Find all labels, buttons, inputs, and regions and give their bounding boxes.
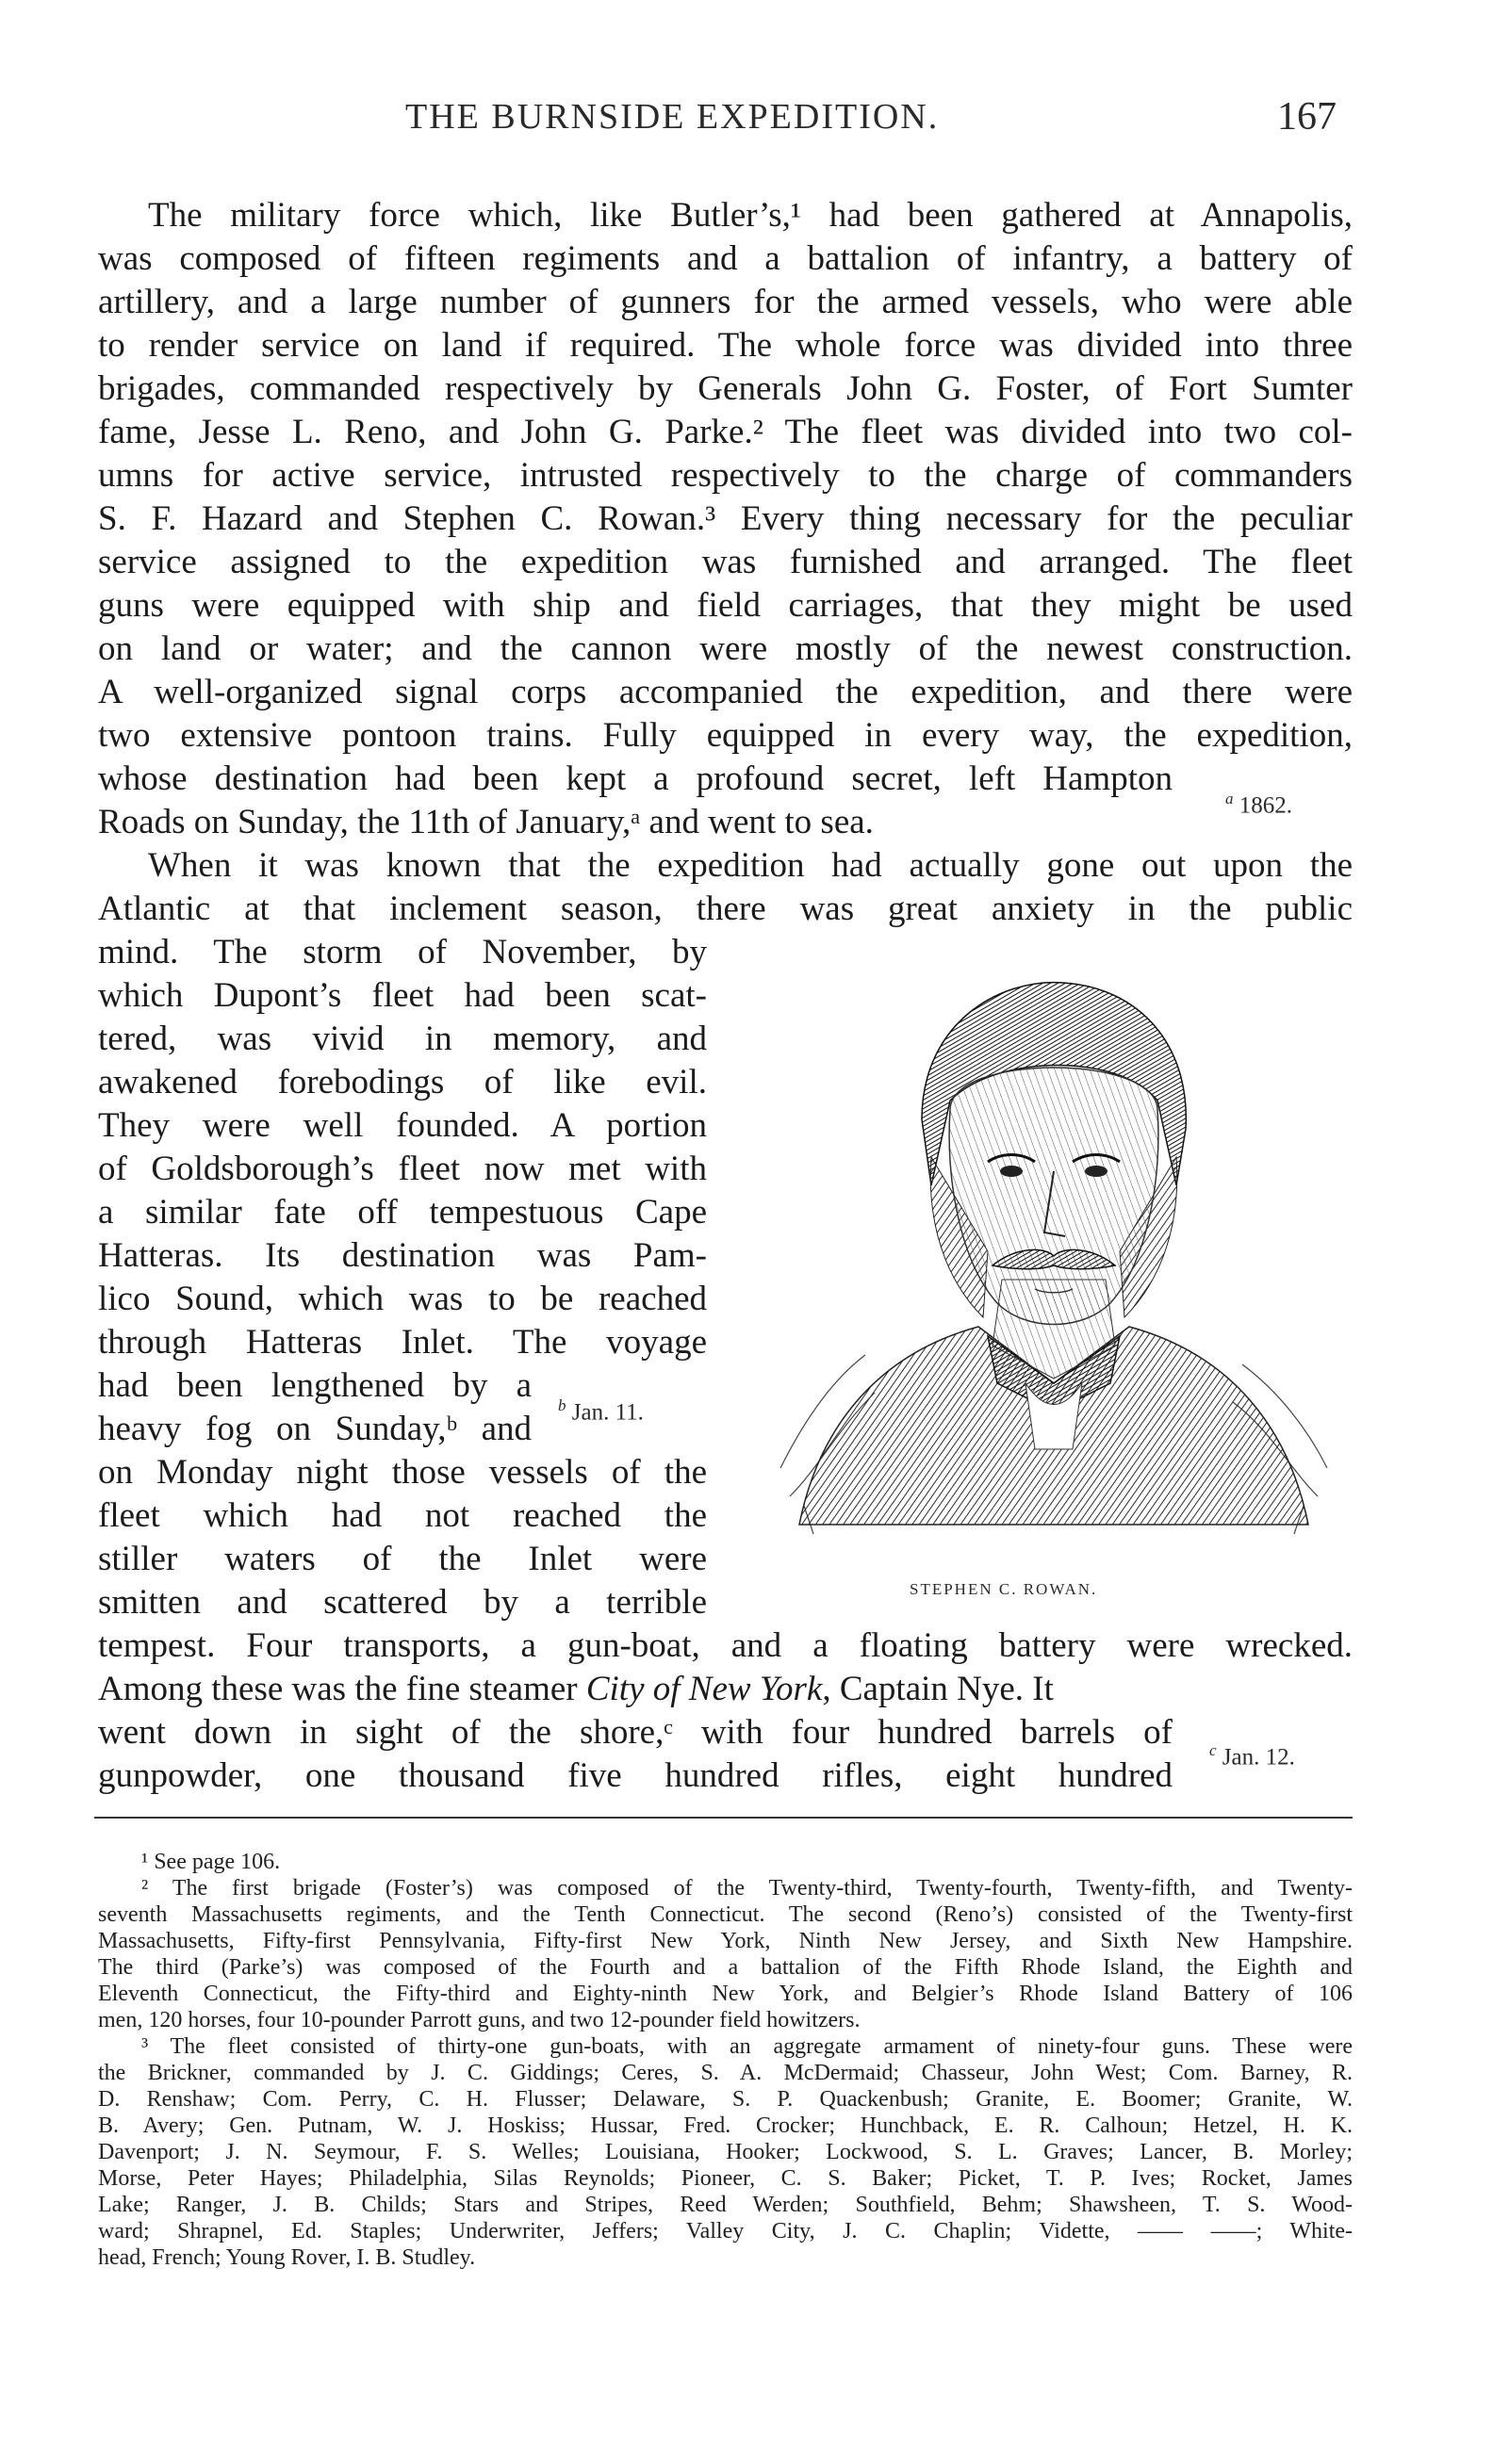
body-line: on Monday night those vessels of the <box>98 1453 707 1492</box>
footnote-line: ² The first brigade (Foster’s) was composed of the Twenty-third, Twenty-fourth, Twenty-fifth, and Twenty- <box>141 1876 1353 1901</box>
footnote-line: men, 120 horses, four 10-pounder Parrott guns, and two 12-pounder field howitzers. <box>98 2008 861 2032</box>
footnote-rule <box>94 1817 1353 1819</box>
body-line <box>98 1668 1353 1711</box>
margin-note-date: $^c$ Jan. 12. <box>1209 1741 1295 1770</box>
body-line: a similar fate off tempestuous Cape <box>98 1193 707 1232</box>
running-head: THE BURNSIDE EXPEDITION. <box>405 97 940 137</box>
body-line: Roads on Sunday, the 11th of January,ᵃ and went to sea. <box>98 803 874 841</box>
footnote-line: ³ The fleet consisted of thirty-one gun-boats, with an aggregate armament of ninety-four guns. These were <box>141 2034 1353 2059</box>
ship-name: City of New York <box>585 1670 823 1708</box>
body-line: tered, was vivid in memory, and <box>98 1020 707 1058</box>
body-line: guns were equipped with ship and field carriages, that they might be used <box>98 586 1353 625</box>
body-line: of Goldsborough’s fleet now met with <box>98 1150 707 1188</box>
portrait-caption: STEPHEN C. ROWAN. <box>910 1580 1098 1598</box>
footnote-line: D. Renshaw; Com. Perry, C. H. Flusser; Delaware, S. P. Quackenbush; Granite, E. Boomer; Granite, W. <box>98 2087 1353 2112</box>
body-line: umns for active service, intrusted respectively to the charge of commanders <box>98 456 1353 495</box>
body-line-start: Among these was the fine steamer <box>98 1670 578 1708</box>
footnote-line: the Brickner, commanded by J. C. Giddings; Ceres, S. A. McDermaid; Chasseur, John West; Com. Barney, R. <box>98 2061 1353 2085</box>
body-line: through Hatteras Inlet. The voyage <box>98 1323 707 1362</box>
body-line: heavy fog on Sunday,ᵇ and <box>98 1410 532 1448</box>
footnote-line: Massachusetts, Fifty-first Pennsylvania, Fifty-first New York, Ninth New Jersey, and Sixth New Hampshire. <box>98 1929 1353 1953</box>
body-line: fame, Jesse L. Reno, and John G. Parke.² The fleet was divided into two col- <box>98 413 1353 451</box>
body-line: was composed of fifteen regiments and a battalion of infantry, a battery of <box>98 239 1353 278</box>
body-line: When it was known that the expedition had actually gone out upon the <box>148 846 1353 885</box>
margin-note-date: $^a$ 1862. <box>1225 790 1292 819</box>
body-line: stiller waters of the Inlet were <box>98 1540 707 1578</box>
body-line: lico Sound, which was to be reached <box>98 1280 707 1318</box>
footnote-line: Lake; Ranger, J. B. Childs; Stars and Stripes, Reed Werden; Southfield, Behm; Shawsheen, T. S. Wood- <box>98 2193 1353 2217</box>
body-line: had been lengthened by a <box>98 1366 532 1405</box>
body-line: fleet which had not reached the <box>98 1496 707 1535</box>
body-line: went down in sight of the shore,ᶜ with four hundred barrels of <box>98 1713 1173 1752</box>
portrait-engraving <box>762 940 1346 1543</box>
body-line: tempest. Four transports, a gun-boat, and a floating battery were wrecked. <box>98 1626 1353 1665</box>
body-line: They were well founded. A portion <box>98 1106 707 1145</box>
body-line: service assigned to the expedition was furnished and arranged. The fleet <box>98 543 1353 581</box>
body-line: brigades, commanded respectively by Generals John G. Foster, of Fort Sumter <box>98 369 1353 408</box>
body-line: S. F. Hazard and Stephen C. Rowan.³ Every thing necessary for the peculiar <box>98 499 1353 538</box>
body-line: smitten and scattered by a terrible <box>98 1583 707 1622</box>
page-number: 167 <box>1277 95 1337 139</box>
footnote-line: The third (Parke’s) was composed of the Fourth and a battalion of the Fifth Rhode Island, the Eighth and <box>98 1955 1353 1980</box>
body-line: A well-organized signal corps accompanied the expedition, and there were <box>98 673 1353 711</box>
margin-note-date: $^b$ Jan. 11. <box>558 1396 644 1426</box>
body-line: on land or water; and the cannon were mostly of the newest construction. <box>98 629 1353 668</box>
footnote-line: ward; Shrapnel, Ed. Staples; Underwriter, Jeffers; Valley City, J. C. Chaplin; Vidette, —— ——; White- <box>98 2219 1353 2244</box>
body-line: awakened forebodings of like evil. <box>98 1063 707 1101</box>
footnote-line: Morse, Peter Hayes; Philadelphia, Silas Reynolds; Pioneer, C. S. Baker; Picket, T. P. Ives; Rocket, James <box>98 2166 1353 2191</box>
body-line: The military force which, like Butler’s,¹ had been gathered at Annapolis, <box>148 196 1353 235</box>
body-line: Hatteras. Its destination was Pam- <box>98 1236 707 1275</box>
body-line: Atlantic at that inclement season, there was great anxiety in the public <box>98 889 1353 928</box>
footnote-line: head, French; Young Rover, I. B. Studley. <box>98 2245 476 2270</box>
body-line-end: , Captain Nye. It <box>822 1670 1054 1708</box>
body-line: two extensive pontoon trains. Fully equipped in every way, the expedition, <box>98 716 1353 755</box>
footnote-line: B. Avery; Gen. Putnam, W. J. Hoskiss; Hussar, Fred. Crocker; Hunchback, E. R. Calhoun; Hetzel, H. K. <box>98 2113 1353 2138</box>
footnote-line: ¹ See page 106. <box>141 1850 281 1874</box>
body-line: artillery, and a large number of gunners for the armed vessels, who were able <box>98 283 1353 321</box>
body-line: to render service on land if required. The whole force was divided into three <box>98 326 1353 365</box>
body-line: which Dupont’s fleet had been scat- <box>98 976 707 1015</box>
body-line: mind. The storm of November, by <box>98 933 707 971</box>
footnote-line: Davenport; J. N. Seymour, F. S. Welles; Louisiana, Hooker; Lockwood, S. L. Graves; Lancer, B. Morley; <box>98 2140 1353 2164</box>
body-line: gunpowder, one thousand five hundred rifles, eight hundred <box>98 1756 1173 1795</box>
footnote-line: seventh Massachusetts regiments, and the Tenth Connecticut. The second (Reno’s) consisted of the Twenty-first <box>98 1902 1353 1927</box>
footnote-line: Eleventh Connecticut, the Fifty-third and Eighty-ninth New York, and Belgier’s Rhode Island Battery of 106 <box>98 1982 1353 2006</box>
body-line: whose destination had been kept a profound secret, left Hampton <box>98 759 1173 798</box>
